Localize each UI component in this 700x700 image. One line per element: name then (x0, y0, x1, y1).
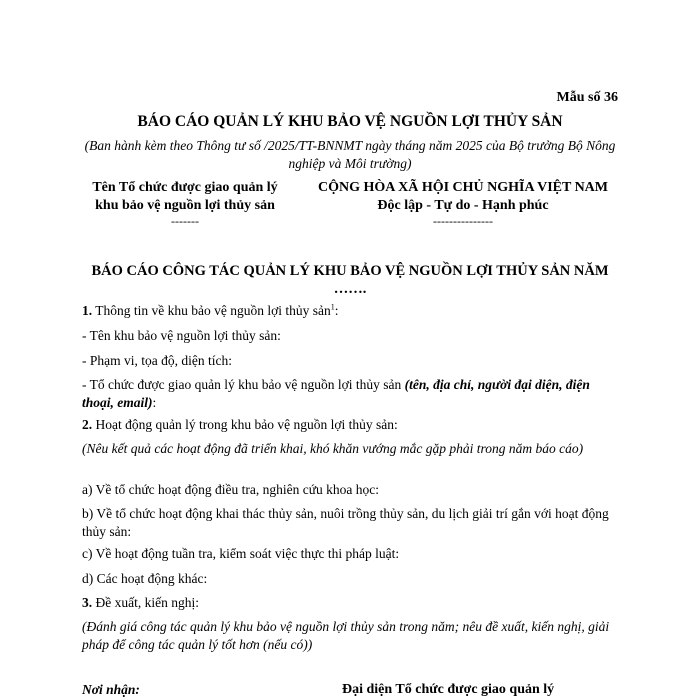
header-right (290, 179, 636, 227)
section-1-colon: : (334, 303, 339, 318)
section-2-item-b: b) Về tổ chức hoạt động khai thác thủy sản, nuôi trồng thủy sản, du lịch giải trí gắn với hoạt động thủy sản: (82, 506, 609, 539)
section-3-text: Đề xuất, kiến nghị: (92, 595, 199, 610)
section-2-note: (Nêu kết quả các hoạt động đã triển khai, khó khăn vướng mắc gặp phải trong năm báo cáo) (82, 441, 584, 456)
header-right-divider: --------------- (433, 214, 493, 228)
section-1-item-org-text: - Tổ chức được giao quản lý khu bảo vệ nguồn lợi thủy sản (82, 377, 405, 392)
main-title: BÁO CÁO QUẢN LÝ KHU BẢO VỆ NGUỒN LỢI THỦY SẢN (137, 113, 563, 130)
org-name-line2: khu bảo vệ nguồn lợi thủy sản (95, 198, 275, 213)
national-name: CỘNG HÒA XÃ HỘI CHỦ NGHĨA VIỆT NAM (317, 180, 608, 195)
report-title: BÁO CÁO CÔNG TÁC QUẢN LÝ KHU BẢO VỆ NGUỒN LỢI THỦY SẢN NĂM ……. (91, 263, 609, 297)
section-1-item-org (82, 376, 622, 412)
section-1-number: 1. (82, 303, 93, 318)
section-2-item-d: d) Các hoạt động khác: (82, 571, 208, 586)
section-1-item-name: - Tên khu bảo vệ nguồn lợi thủy sản: (82, 328, 281, 343)
section-3-number: 3. (82, 595, 93, 610)
section-2-number: 2. (82, 417, 93, 432)
section-1-item-scope: - Phạm vi, tọa độ, diện tích: (82, 353, 232, 368)
section-1-item-org-italic: (tên, địa chỉ, người đại diện, điện thoại, email) (82, 377, 590, 410)
section-2-heading (82, 416, 622, 434)
section-1-heading (82, 302, 622, 320)
section-2-text: Hoạt động quản lý trong khu bảo vệ nguồn lợi thủy sản: (92, 417, 398, 432)
org-name-line1: Tên Tổ chức được giao quản lý (92, 180, 278, 195)
header-left (70, 179, 300, 227)
section-1-item-org-colon: : (152, 395, 157, 410)
recipients-label: Nơi nhận: (82, 682, 140, 697)
section-3-heading (82, 594, 622, 612)
section-3-note: (Đánh giá công tác quản lý khu bảo vệ nguồn lợi thủy sản trong năm; nêu đề xuất, kiến nghị, giải pháp để công tác quản lý tốt hơn (nếu có)) (82, 619, 610, 652)
signature-label: Đại diện Tổ chức được giao quản lý (342, 682, 555, 697)
national-motto: Độc lập - Tự do - Hạnh phúc (377, 198, 549, 213)
section-2-item-c: c) Về hoạt động tuần tra, kiểm soát việc thực thi pháp luật: (82, 546, 400, 561)
header-left-divider: ------- (171, 214, 199, 228)
section-2-item-a: a) Về tổ chức hoạt động điều tra, nghiên cứu khoa học: (82, 482, 380, 497)
subtitle: (Ban hành kèm theo Thông tư số /2025/TT-BNNMT ngày tháng năm 2025 của Bộ trưởng Bộ Nông nghiệp và Môi trường) (84, 138, 616, 171)
form-number: Mẫu số 36 (556, 90, 618, 105)
section-1-text: Thông tin về khu bảo vệ nguồn lợi thủy sản (92, 303, 331, 318)
footnote-marker: 1 (330, 302, 335, 312)
